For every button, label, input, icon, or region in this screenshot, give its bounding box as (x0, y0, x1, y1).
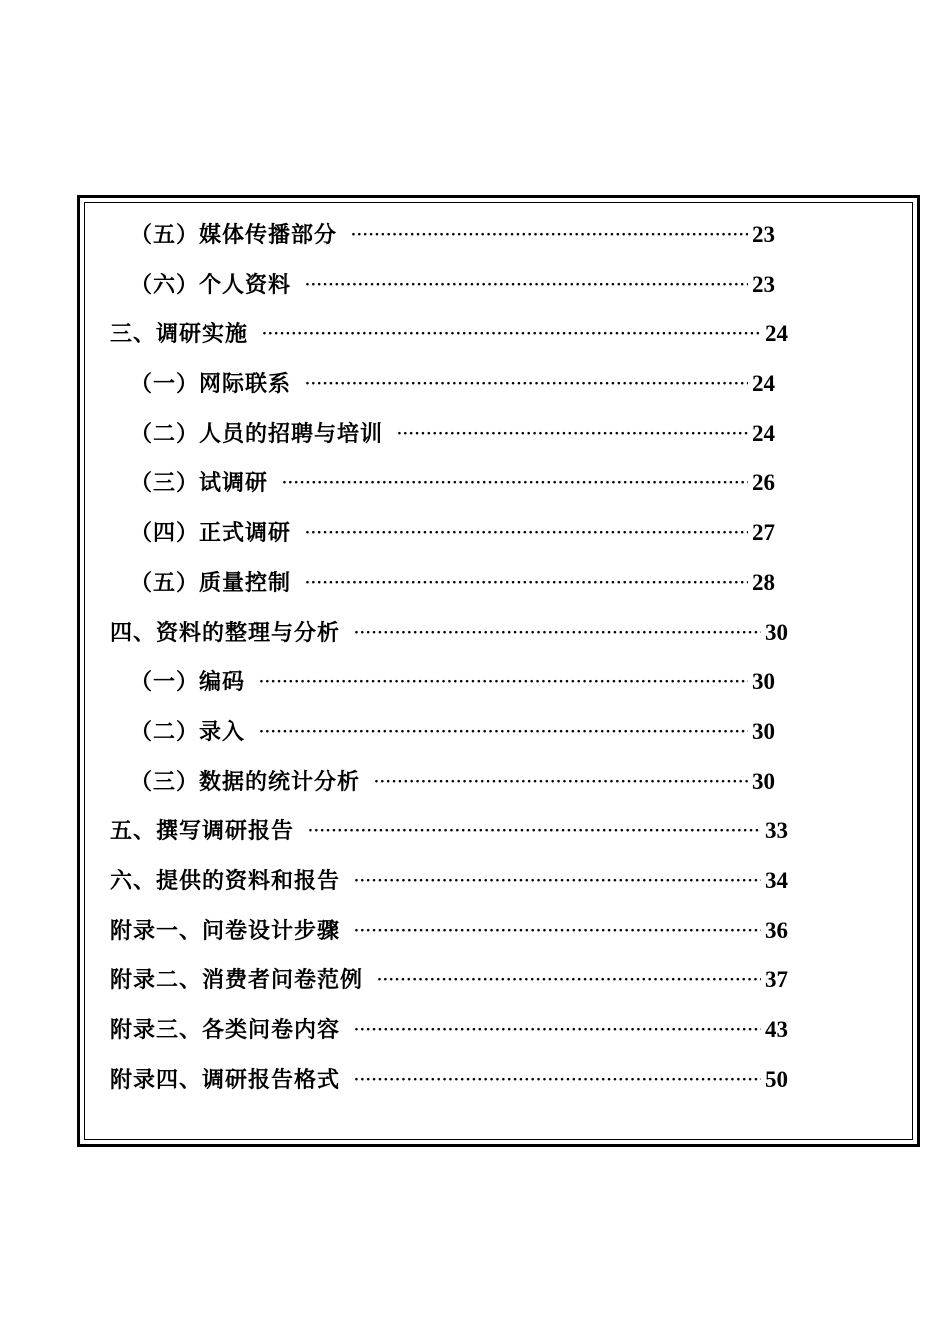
toc-entry-8[interactable] (80, 568, 917, 618)
table-of-contents (80, 220, 917, 1114)
toc-entry-page-number: 30 (752, 768, 775, 794)
toc-entry-page-number: 34 (765, 867, 788, 893)
toc-entry-page-number: 36 (765, 917, 788, 943)
toc-dot-leader (354, 866, 761, 896)
toc-entry-title: （二）人员的招聘与培训 (130, 421, 384, 447)
toc-entry-title: （一）网际联系 (130, 372, 292, 398)
toc-entry-13[interactable] (80, 816, 917, 866)
toc-dot-leader (354, 618, 761, 648)
toc-entry-7[interactable] (80, 518, 917, 568)
toc-entry-title: 附录四、调研报告格式 (110, 1067, 341, 1093)
toc-dot-leader (397, 419, 748, 449)
toc-entry-title: 五、撰写调研报告 (110, 819, 295, 845)
toc-entry-page-number: 30 (752, 669, 775, 695)
toc-entry-page-number: 30 (765, 619, 788, 645)
toc-entry-4[interactable] (80, 369, 917, 419)
toc-entry-title: （三）试调研 (130, 471, 269, 497)
toc-entry-title: （四）正式调研 (130, 521, 292, 547)
toc-dot-leader (374, 767, 748, 797)
toc-entry-1[interactable] (80, 220, 917, 270)
toc-entry-9[interactable] (80, 618, 917, 668)
toc-entry-16[interactable] (80, 965, 917, 1015)
toc-dot-leader (259, 667, 748, 697)
toc-entry-page-number: 37 (765, 967, 788, 993)
toc-dot-leader (259, 717, 748, 747)
toc-dot-leader (262, 319, 761, 349)
toc-dot-leader (305, 518, 748, 548)
toc-entry-14[interactable] (80, 866, 917, 916)
toc-dot-leader (282, 468, 748, 498)
toc-entry-page-number: 27 (752, 520, 775, 546)
toc-entry-title: 六、提供的资料和报告 (110, 868, 341, 894)
toc-entry-page-number: 26 (752, 470, 775, 496)
toc-entry-2[interactable] (80, 270, 917, 320)
toc-entry-page-number: 23 (752, 271, 775, 297)
toc-entry-12[interactable] (80, 767, 917, 817)
toc-dot-leader (305, 369, 748, 399)
toc-dot-leader (308, 816, 761, 846)
toc-entry-title: （一）编码 (130, 670, 246, 696)
toc-entry-18[interactable] (80, 1065, 917, 1115)
toc-entry-page-number: 33 (765, 818, 788, 844)
toc-dot-leader (305, 568, 748, 598)
toc-entry-page-number: 50 (765, 1066, 788, 1092)
toc-entry-3[interactable] (80, 319, 917, 369)
toc-entry-page-number: 24 (752, 371, 775, 397)
toc-frame (77, 195, 920, 1147)
toc-entry-title: 附录三、各类问卷内容 (110, 1018, 341, 1043)
toc-entry-page-number: 30 (752, 718, 775, 744)
toc-dot-leader (305, 270, 748, 300)
toc-entry-title: 三、调研实施 (110, 322, 249, 348)
toc-entry-page-number: 24 (752, 420, 775, 446)
toc-dot-leader (377, 965, 761, 995)
toc-entry-title: （五）媒体传播部分 (130, 223, 338, 248)
toc-entry-title: 附录一、问卷设计步骤 (110, 918, 341, 944)
toc-entry-title: （二）录入 (130, 719, 246, 745)
toc-entry-title: 四、资料的整理与分析 (110, 620, 341, 646)
toc-dot-leader (354, 916, 761, 946)
toc-dot-leader (354, 1015, 761, 1045)
toc-dot-leader (351, 220, 748, 250)
toc-entry-11[interactable] (80, 717, 917, 767)
toc-entry-17[interactable] (80, 1015, 917, 1065)
toc-entry-page-number: 23 (752, 222, 775, 247)
toc-entry-5[interactable] (80, 419, 917, 469)
toc-entry-title: （三）数据的统计分析 (130, 769, 361, 795)
toc-entry-page-number: 24 (765, 321, 788, 347)
toc-entry-title: （六）个人资料 (130, 272, 292, 298)
toc-entry-title: （五）质量控制 (130, 570, 292, 596)
toc-entry-page-number: 28 (752, 569, 775, 595)
toc-entry-title: 附录二、消费者问卷范例 (110, 968, 364, 994)
toc-entry-page-number: 43 (765, 1017, 788, 1042)
toc-entry-15[interactable] (80, 916, 917, 966)
toc-entry-6[interactable] (80, 468, 917, 518)
toc-dot-leader (354, 1065, 761, 1095)
toc-entry-10[interactable] (80, 667, 917, 717)
